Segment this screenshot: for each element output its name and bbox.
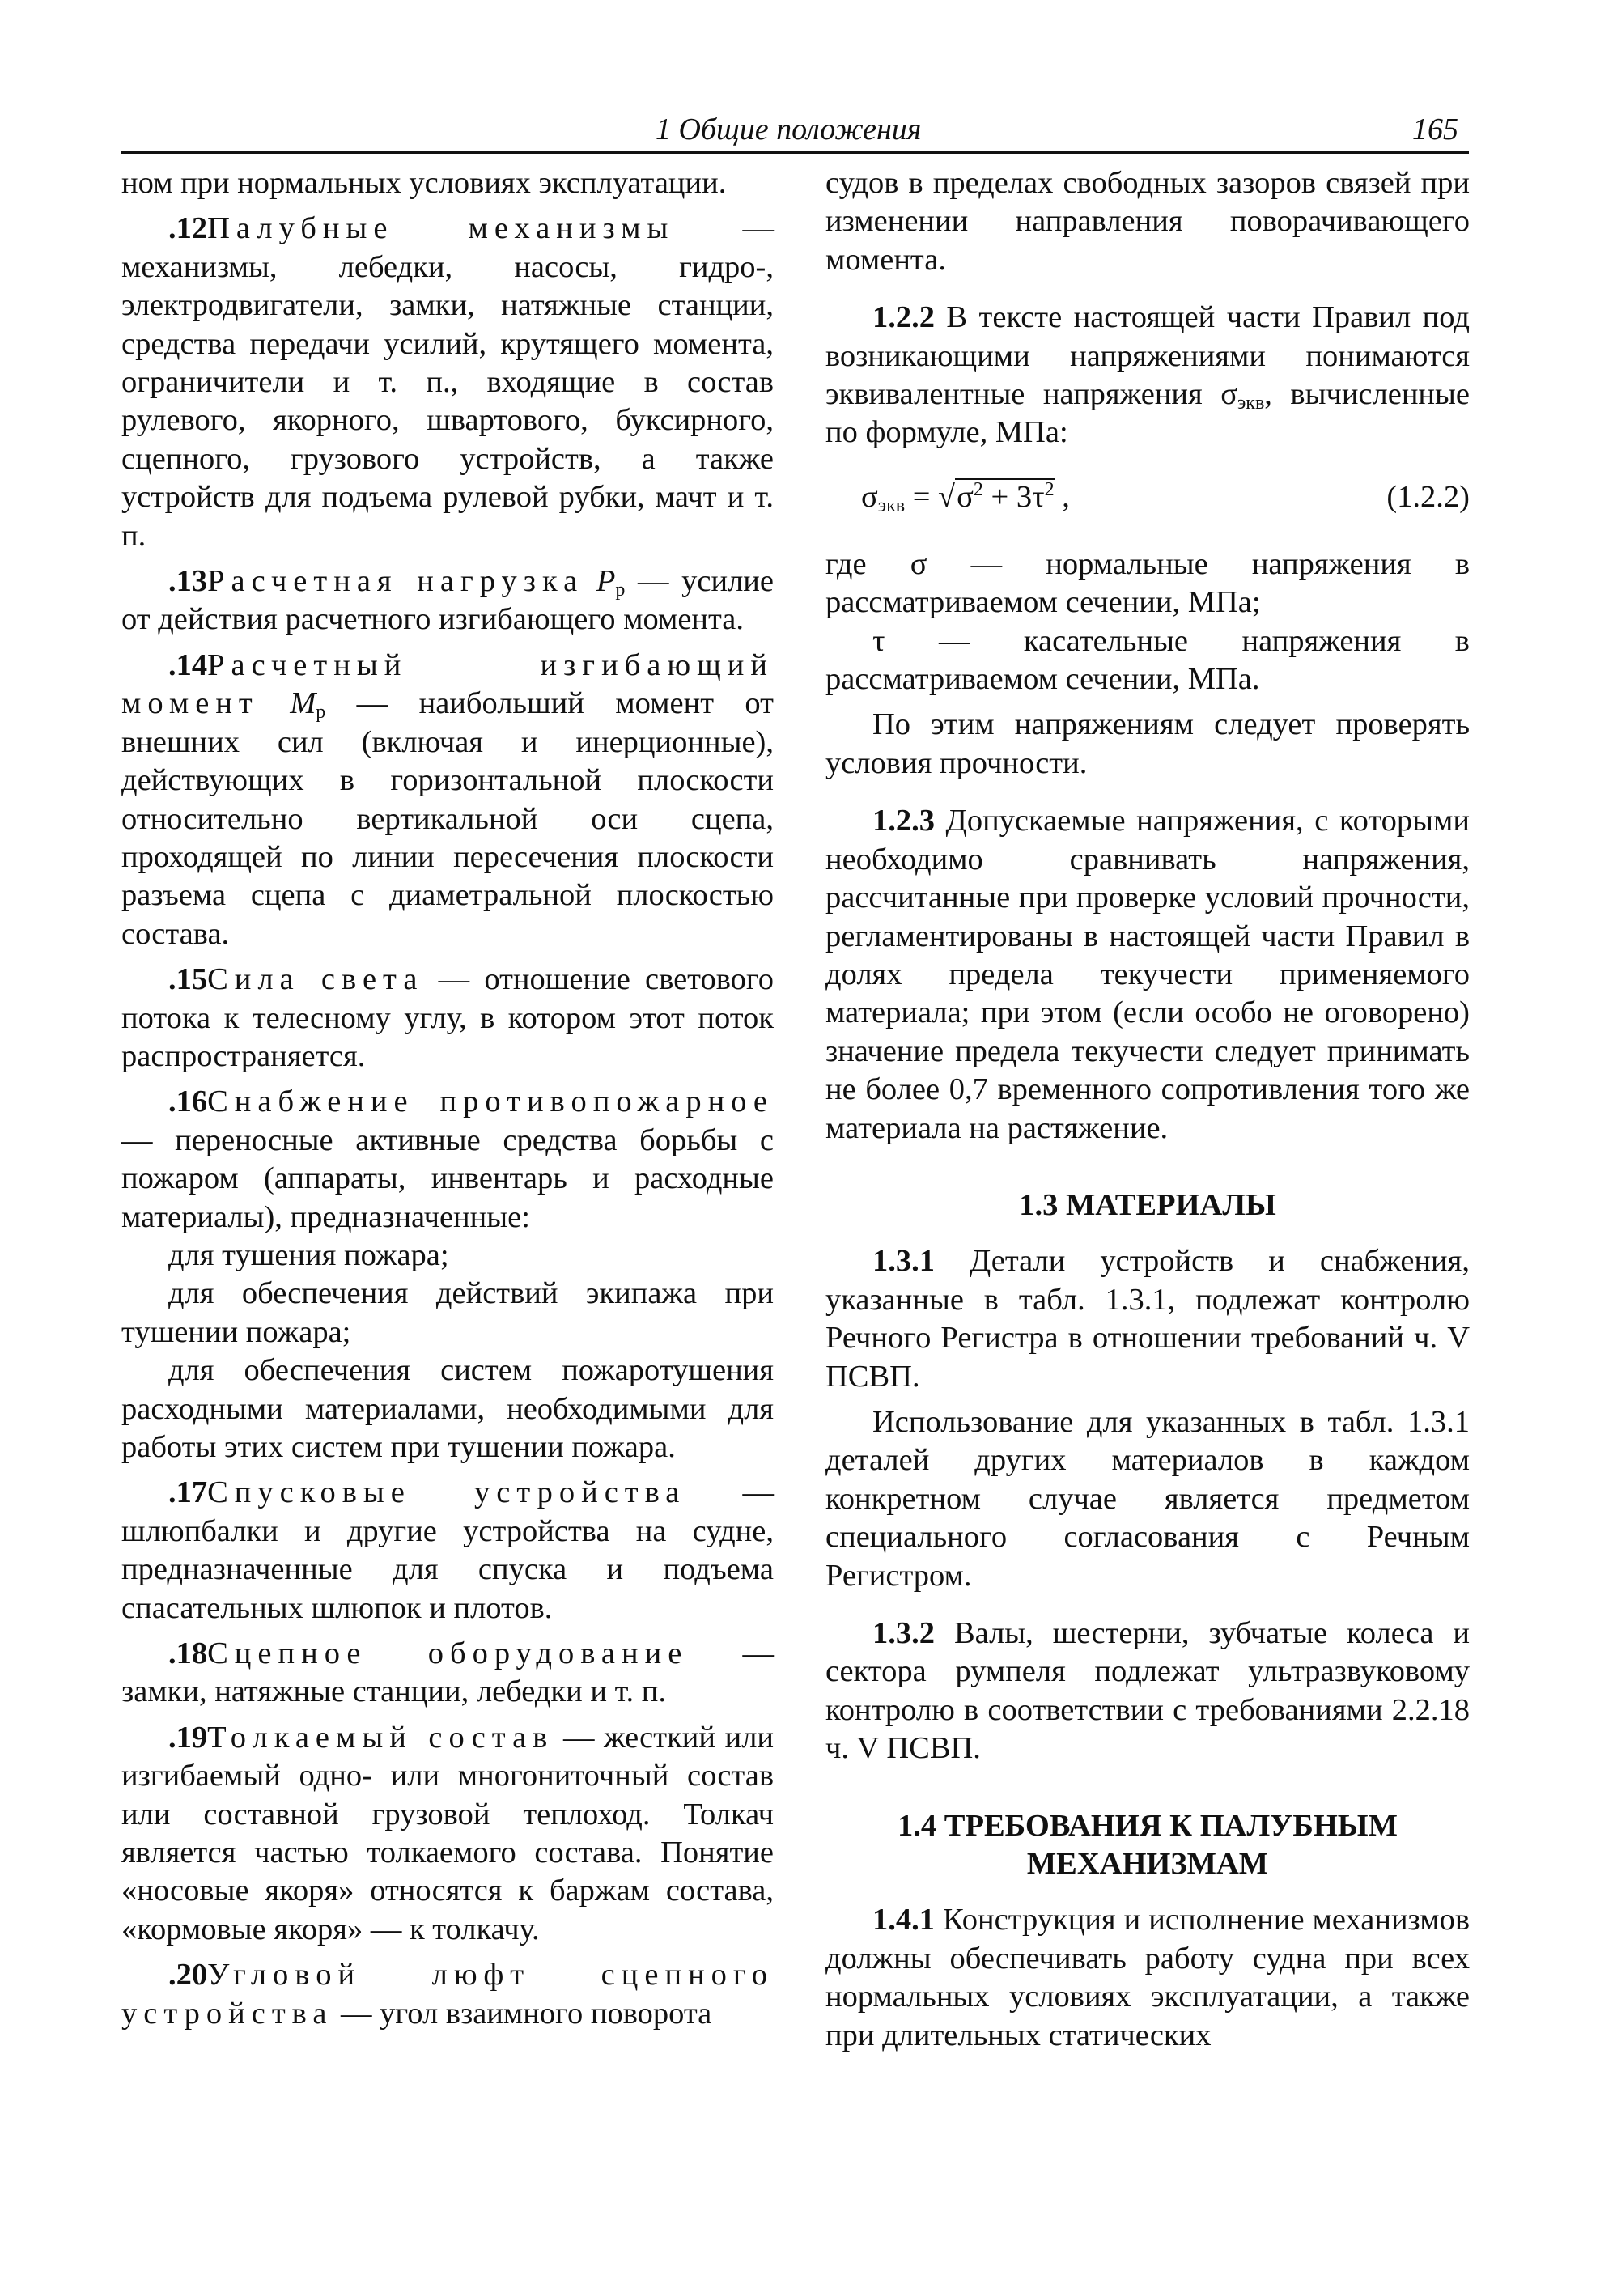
item-number: .20 <box>168 1958 208 1993</box>
term: Толкаемый состав <box>207 1720 554 1755</box>
formula-1-2-2 <box>825 464 1470 538</box>
section-number: 1.4.1 <box>872 1903 935 1937</box>
symbol-subscript: р <box>316 702 326 724</box>
item-number: .14 <box>168 647 208 682</box>
list-item: для обеспечения систем пожаротушения расходными материалами, необходимыми для работы этих систем при тушении пожара. <box>121 1353 774 1464</box>
definition-text: — жесткий или изгибаемый одно- или многониточный состав или составной грузовой теплоход. Толкач является частью толкаемого состава. Понятие «носовые якоря» относятся к баржам состава, «кормовые якоря» — к толкачу. <box>121 1720 775 1946</box>
definition-12 <box>121 210 774 555</box>
item-number: .13 <box>168 564 208 599</box>
term: Снабжение противопожарное <box>207 1084 774 1119</box>
section-1-2-3 <box>825 802 1470 1148</box>
definition-text: — наибольший момент от внешних сил (включая и инерционные), действующих в горизонтальной плоскости относительно вертикальной оси сцепа, проходящей по линии пересечения плоскости разъема сцепа с диаметральной плоскостью состава. <box>121 686 775 951</box>
section-1-2-2 <box>825 299 1470 452</box>
item-number: .15 <box>168 962 208 997</box>
definition-text: — шлюпбалки и другие устройства на судне, предназначенные для спуска и подъема спасательных шлюпок и плотов. <box>121 1475 774 1625</box>
section-text: В тексте настоящей части Правил под возникающими напряжениями понимаются эквивалентные напряжения σ <box>825 300 1470 412</box>
right-column <box>825 164 1470 2055</box>
section-text: Детали устройств и снабжения, указанные в табл. 1.3.1, подлежат контролю Речного Регистра в отношении требований ч. V ПСВП. <box>825 1244 1470 1394</box>
definition-18 <box>121 1635 774 1712</box>
section-text: Конструкция и исполнение механизмов должны обеспечивать работу судна при всех нормальных условиях эксплуатации, а также при длительных статических <box>825 1903 1470 2052</box>
paragraph: судов в пределах свободных зазоров связей при изменении направления поворачивающего момента. <box>825 166 1470 277</box>
term: Спусковые устройства <box>207 1475 686 1510</box>
term: Сила света <box>207 962 424 997</box>
left-column <box>121 164 774 2033</box>
section-text: Допускаемые напряжения, с которыми необходимо сравнивать напряжения, рассчитанные при проверке условий прочности, регламентированы в настоящей части Правил в долях предела текучести применяемого материала; при этом (если особо не оговорено) значение предела текучести следует принимать не более 0,7 временного сопротивления того же материала на растяжение. <box>825 804 1470 1145</box>
sigma: σ <box>957 479 974 514</box>
definition-15 <box>121 961 774 1076</box>
item-number: .19 <box>168 1720 208 1755</box>
definition-13 <box>121 562 774 639</box>
list-item: для обеспечения действий экипажа при тушении пожара; <box>121 1276 774 1349</box>
section-1-3-2 <box>825 1615 1470 1768</box>
definition-text: — усилие от действия расчетного изгибающего момента. <box>121 564 775 637</box>
formula-equals-root: = √ <box>905 479 956 514</box>
definition-19 <box>121 1719 774 1949</box>
section-number: 1.2.3 <box>872 804 935 838</box>
paragraph: ном при нормальных условиях эксплуатации. <box>121 166 727 200</box>
heading-1-3: 1.3 МАТЕРИАЛЫ <box>1019 1187 1276 1222</box>
list-item: для тушения пожара; <box>168 1237 449 1272</box>
formula-lhs: σ <box>861 479 878 514</box>
item-number: .12 <box>168 211 208 246</box>
paragraph: где σ — нормальные напряжения в рассматриваемом сечении, МПа; <box>825 546 1470 620</box>
formula-lhs-subscript: экв <box>877 494 906 516</box>
power: 2 <box>1044 479 1055 501</box>
section-number: 1.3.2 <box>872 1616 935 1650</box>
section-text: Валы, шестерни, зубчатые колеса и сектора румпеля подлежат ультразвуковому контролю в соответствии с требованиями 2.2.18 ч. V ПСВП. <box>825 1616 1470 1766</box>
definition-text: — отношение светового потока к телесному углу, в котором этот поток распространяется. <box>121 962 774 1073</box>
tau-term: + 3τ <box>982 479 1045 514</box>
paragraph: τ — касательные напряжения в рассматриваемом сечении, МПа. <box>825 623 1470 697</box>
formula-comma: , <box>1054 479 1070 514</box>
definition-text: — переносные активные средства борьбы с пожаром (аппараты, инвентарь и расходные материалы), предназначенные: <box>121 1123 774 1234</box>
term: Расчетная нагрузка <box>207 564 584 599</box>
power: 2 <box>973 479 983 501</box>
heading-1-4: 1.4 ТРЕБОВАНИЯ К ПАЛУБНЫМ МЕХАНИЗМАМ <box>898 1808 1398 1882</box>
item-number: .16 <box>168 1084 208 1119</box>
item-number: .17 <box>168 1475 208 1510</box>
definition-text: — механизмы, лебедки, насосы, гидро-, электродвигатели, замки, натяжные станции, средства передачи усилий, крутящего момента, ограничители и т. п., входящие в состав рулевого, якорного, швартового, буксирного, сцепного, грузового устройств, а также устройств для подъема рулевой рубки, мачт и т. п. <box>121 211 774 553</box>
running-header-title: 1 Общие положения <box>656 112 922 146</box>
formula-radicand <box>955 478 1054 514</box>
definition-20 <box>121 1956 774 2033</box>
definition-16 <box>121 1083 774 1237</box>
section-number: 1.3.1 <box>872 1244 935 1279</box>
term: Расчетный изгибающий момент <box>121 647 774 721</box>
formula-expression <box>861 478 1070 516</box>
term: Угловой люфт сцепного устройства <box>121 1958 774 2031</box>
section-number: 1.2.2 <box>872 300 935 335</box>
definition-17 <box>121 1474 774 1628</box>
subscript: экв <box>1237 393 1265 414</box>
term: Палубные механизмы <box>207 211 675 246</box>
page-number: 165 <box>1412 112 1458 146</box>
term: Сцепное оборудование <box>207 1636 689 1671</box>
paragraph: Использование для указанных в табл. 1.3.1 деталей других материалов в каждом конкретном случае является предметом специального согласования с Речным Регистром. <box>825 1404 1470 1593</box>
symbol: M <box>290 686 316 721</box>
section-1-3-1 <box>825 1242 1470 1396</box>
header-rule <box>121 151 1469 154</box>
formula-number: (1.2.2) <box>1386 479 1470 514</box>
section-text: , вычисленные по формуле, МПа: <box>825 377 1470 450</box>
symbol: P <box>596 564 616 599</box>
symbol-subscript: р <box>615 579 626 601</box>
item-number: .18 <box>168 1636 208 1671</box>
definition-14 <box>121 647 774 953</box>
definition-text: — угол взаимного поворота <box>333 1996 712 2031</box>
definition-text: — замки, натяжные станции, лебедки и т. п. <box>121 1636 774 1709</box>
section-1-4-1 <box>825 1901 1470 2055</box>
paragraph: По этим напряжениям следует проверять условия прочности. <box>825 707 1470 780</box>
